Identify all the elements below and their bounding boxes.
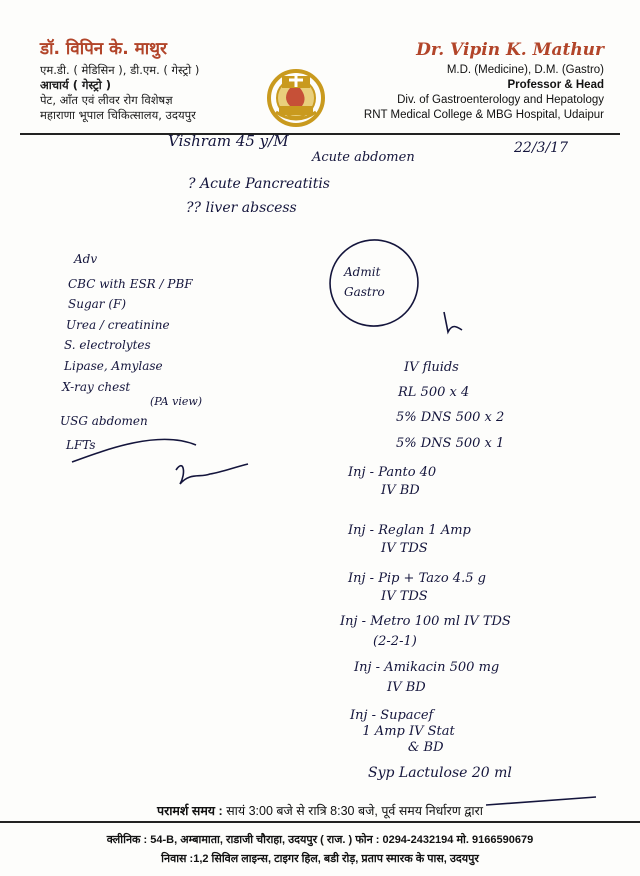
injection-1: Inj - Panto 40 IV BD [348,465,437,498]
diagnosis-2: ?? liver abscess [186,200,297,216]
hours-text: सायं 3:00 बजे से रात्रि 8:30 बजे, पूर्व समय निर्धारण द्वारा [226,804,483,818]
investigation-4: S. electrolytes [64,338,151,352]
footer-divider [0,821,640,823]
hours-label: परामर्श समय : [156,804,223,818]
title-hindi: आचार्य ( गेस्ट्रो ) [40,78,111,92]
degrees: M.D. (Medicine), D.M. (Gastro) [446,64,604,76]
injection-2: Inj - Reglan 1 Amp IV TDS [348,523,471,556]
diagnosis-1: ? Acute Pancreatitis [188,176,330,192]
injection-3: Inj - Pip + Tazo 4.5 g IV TDS [348,571,486,604]
complaint: Acute abdomen [312,150,415,165]
doctor-name-hindi: डॉ. विपिन के. माथुर [40,39,167,59]
iv-fluids-header: IV fluids [404,360,459,375]
check-mark [444,312,462,332]
investigation-9: LFTs [66,438,96,452]
investigation-1: CBC with ESR / PBF [68,277,193,291]
degrees-hindi: एम.डी. ( मेडिसिन ), डी.एम. ( गेस्ट्रो ) [40,63,200,77]
iv-fluid-3: 5% DNS 500 x 1 [396,436,505,451]
consultation-hours [0,802,640,819]
division: Div. of Gastroenterology and Hepatology [397,94,604,106]
investigation-6: X-ray chest [62,380,131,394]
advice-header: Adv [74,252,98,266]
specialty-hindi: पेट, आँत एवं लीवर रोग विशेषज्ञ [40,93,173,107]
investigation-8: USG abdomen [60,414,148,428]
investigation-3: Urea / creatinine [66,318,170,332]
patient-name: Vishram 45 y/M [168,132,289,150]
iv-fluid-2: 5% DNS 500 x 2 [396,410,505,425]
investigation-5: Lipase, Amylase [64,359,163,373]
date: 22/3/17 [514,140,568,156]
injection-4: Inj - Metro 100 ml IV TDS (2-2-1) [340,614,511,649]
investigation-7: (PA view) [150,395,203,408]
doctor-name: Dr. Vipin K. Mathur [416,40,604,60]
hospital: RNT Medical College & MBG Hospital, Udaipur [363,109,604,121]
last-line: Syp Lactulose 20 ml [368,765,512,781]
residence-address: निवास :1,2 सिविल लाइन्स, टाइगर हिल, बडी रोड़, प्रताप स्मारक के पास, उदयपुर [161,853,479,865]
title: Professor & Head [507,79,604,91]
underline-stroke [72,439,196,462]
admit-note: Admit Gastro [344,265,385,299]
signature [176,464,248,484]
hospital-hindi: महाराणा भूपाल चिकित्सालय, उदयपुर [40,108,196,122]
injection-6: Inj - Supacef 1 Amp IV Stat & BD [350,708,455,755]
investigation-2: Sugar (F) [68,297,127,311]
clinic-address: क्लीनिक : 54-B, अम्बामाता, राडाजी चौराहा, उदयपुर ( राज. ) फोन : 0294-2432194 मो. 9166590679 [106,834,534,846]
injection-5: Inj - Amikacin 500 mg IV BD [354,660,500,695]
iv-fluid-1: RL 500 x 4 [398,385,470,400]
